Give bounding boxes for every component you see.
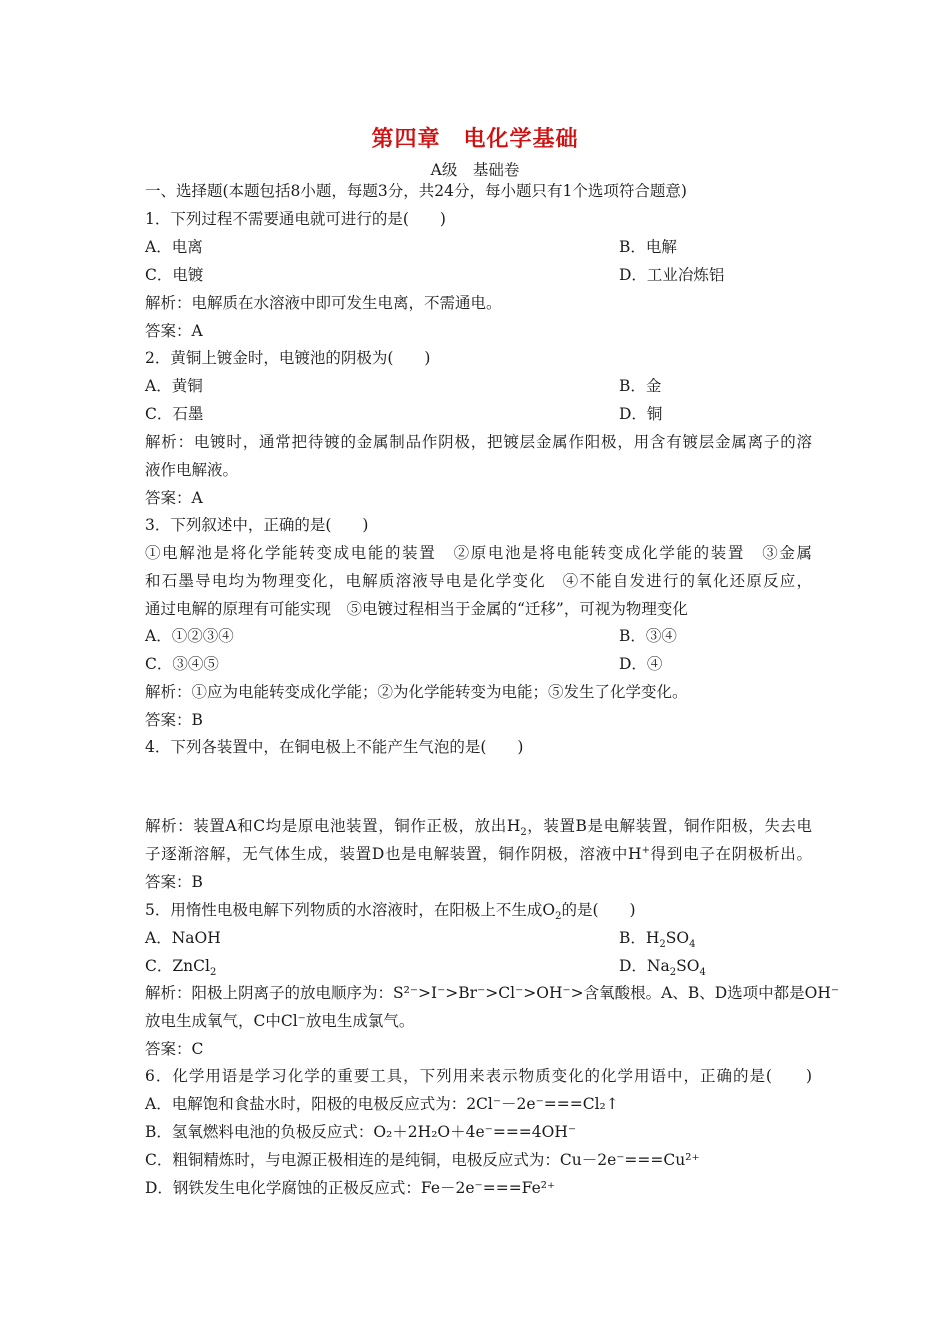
- q6-option-a: A．电解饱和食盐水时，阳极的电极反应式为：2Cl⁻－2e⁻===Cl₂↑: [145, 1095, 619, 1113]
- q5-option-b-part2: SO: [665, 929, 690, 947]
- q5-option-c-part1: C．ZnCl: [145, 957, 210, 975]
- q2-analysis-line1: 解析：电镀时，通常把待镀的金属制品作阴极，把镀层金属作阳极，用含有镀层金属离子的溶: [145, 433, 812, 451]
- q1-options-row2: [145, 265, 812, 285]
- q4-analysis1-subscript: 2: [520, 827, 527, 839]
- q5-option-c: [145, 957, 217, 979]
- q5-analysis-line1: 解析：阳极上阴离子的放电顺序为：S²⁻>I⁻>Br⁻>Cl⁻>OH⁻>含氧酸根。A、B、D选项中都是OH⁻: [145, 984, 840, 1002]
- q1-options-row1: [145, 237, 812, 257]
- q5-option-d-part1: D．Na: [619, 957, 670, 975]
- q4-stem: 4．下列各装置中，在铜电极上不能产生气泡的是( ): [145, 738, 524, 756]
- q6-stem: 6．化学用语是学习化学的重要工具，下列用来表示物质变化的化学用语中，正确的是( ): [145, 1067, 812, 1085]
- q3-option-d: D．④: [619, 655, 663, 673]
- q3-answer: 答案：B: [145, 711, 203, 729]
- q5-stem-subscript: 2: [555, 911, 562, 923]
- q5-option-b: [619, 928, 696, 951]
- q1-stem: 1．下列过程不需要通电就可进行的是( ): [145, 210, 446, 228]
- q3-body-line2: 和石墨导电均为物理变化，电解质溶液导电是化学变化 ④不能自发进行的氧化还原反应，: [145, 572, 812, 590]
- q3-analysis: 解析：①应为电能转变成化学能；②为化学能转变为电能；⑤发生了化学变化。: [145, 683, 688, 701]
- q5-option-d-part2: SO: [676, 957, 700, 975]
- q2-option-b: B．金: [619, 377, 662, 395]
- q4-analysis1-part2: ，装置B是电解装置，铜作阳极，失去电: [526, 817, 812, 835]
- q2-options-row2: [145, 404, 812, 424]
- q3-body-line1: ①电解池是将化学能转变成电能的装置 ②原电池是将电能转变成化学能的装置 ③金属: [145, 544, 812, 562]
- q1-option-d: D．工业冶炼铝: [619, 266, 725, 284]
- q5-option-b-part1: B．H: [619, 929, 660, 947]
- q2-option-c: C．石墨: [145, 405, 204, 423]
- q6-option-b: B．氢氧燃料电池的负极反应式：O₂＋2H₂O＋4e⁻===4OH⁻: [145, 1123, 577, 1141]
- q4-analysis1-part1: 解析：装置A和C均是原电池装置，铜作正极，放出H: [145, 817, 521, 835]
- q4-answer: 答案：B: [145, 873, 203, 891]
- q4-analysis-line2: [145, 844, 812, 864]
- q5-option-c-sub: 2: [209, 967, 217, 979]
- q5-analysis-line2: 放电生成氧气，C中Cl⁻放电生成氯气。: [145, 1012, 415, 1030]
- q2-stem: 2．黄铜上镀金时，电镀池的阴极为( ): [145, 349, 431, 367]
- q5-stem-part2: 的是( ): [561, 901, 636, 919]
- q2-option-a: A．黄铜: [145, 377, 203, 395]
- q5-answer: 答案：C: [145, 1040, 204, 1058]
- chapter-title: 第四章 电化学基础: [371, 127, 579, 152]
- q2-answer: 答案：A: [145, 489, 203, 507]
- q1-analysis: 解析：电解质在水溶液中即可发生电离，不需通电。: [145, 294, 502, 312]
- q1-option-a: A．电离: [145, 238, 203, 256]
- q1-option-b: B．电解: [619, 238, 677, 256]
- q3-stem: 3．下列叙述中，正确的是( ): [145, 516, 369, 534]
- q5-options-row1: [145, 928, 812, 951]
- q5-option-b-sub1: 2: [659, 939, 666, 951]
- q5-option-d-sub1: 2: [669, 967, 677, 979]
- q5-option-a: A．NaOH: [145, 929, 221, 947]
- q3-options-row1: [145, 626, 812, 646]
- q4-analysis2-superscript: +: [641, 844, 650, 856]
- q5-option-d-sub2: 4: [699, 967, 706, 979]
- q6-option-c: C．粗铜精炼时，与电源正极相连的是纯铜，电极反应式为：Cu－2e⁻===Cu²⁺: [145, 1151, 700, 1169]
- q3-body-line3: 通过电解的原理有可能实现 ⑤电镀过程相当于金属的“迁移”，可视为物理变化: [145, 600, 688, 618]
- q5-options-row2: [145, 956, 812, 979]
- q3-option-b: B．③④: [619, 627, 677, 645]
- q3-option-c: C．③④⑤: [145, 655, 219, 673]
- section-heading: 一、选择题(本题包括8小题，每题3分，共24分，每小题只有1个选项符合题意): [145, 182, 687, 200]
- q5-option-b-sub2: 4: [689, 939, 696, 951]
- q5-stem-part1: 5．用惰性电极电解下列物质的水溶液时，在阳极上不生成O: [145, 901, 556, 919]
- q5-option-d: [619, 956, 706, 979]
- q6-option-d: D．钢铁发生电化学腐蚀的正极反应式：Fe－2e⁻===Fe²⁺: [145, 1179, 556, 1197]
- level-subtitle: A级 基础卷: [430, 161, 520, 179]
- q2-analysis-line2: 液作电解液。: [145, 461, 239, 479]
- q5-stem: [145, 900, 812, 923]
- q4-analysis-line1: [145, 816, 812, 839]
- q4-analysis2-part2: 得到电子在阴极析出。: [649, 845, 812, 863]
- q3-option-a: A．①②③④: [145, 627, 234, 645]
- q4-analysis2-part1: 子逐渐溶解，无气体生成，装置D也是电解装置，铜作阴极，溶液中H: [145, 845, 642, 863]
- q1-option-c: C．电镀: [145, 266, 204, 284]
- q2-option-d: D．铜: [619, 405, 663, 423]
- q2-options-row1: [145, 376, 812, 396]
- q1-answer: 答案：A: [145, 322, 203, 340]
- q3-options-row2: [145, 654, 812, 674]
